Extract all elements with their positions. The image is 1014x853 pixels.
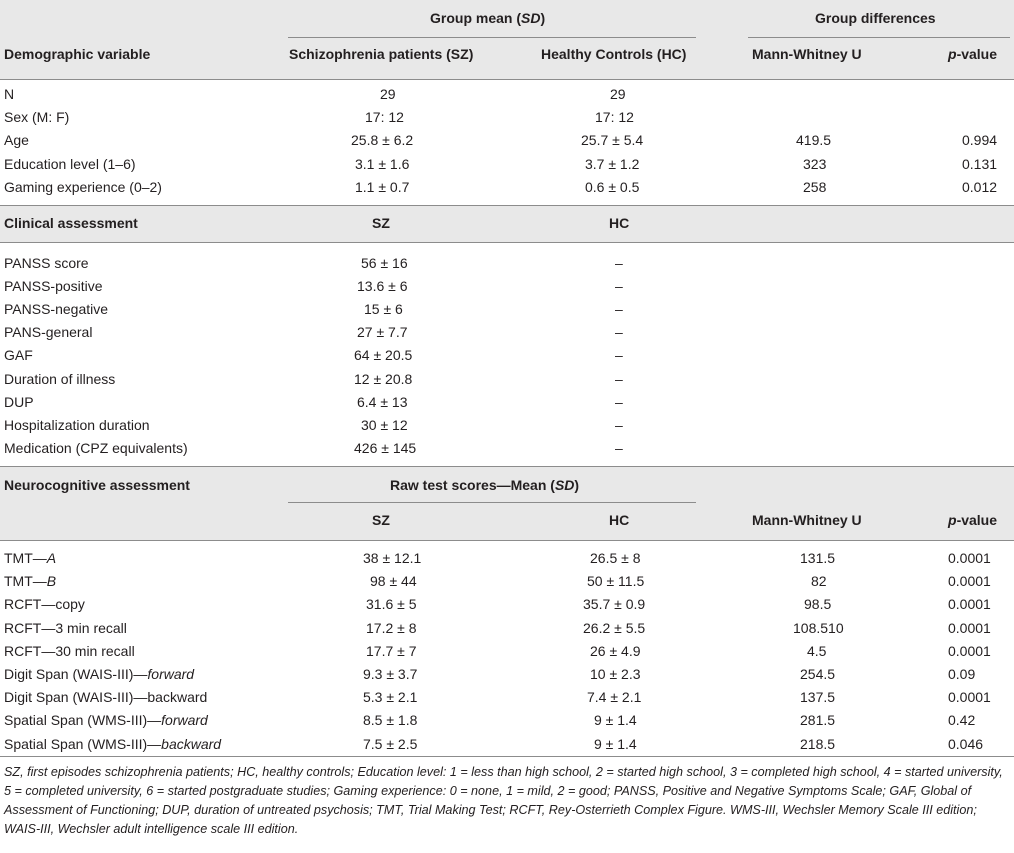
mann-whitney-value: 323 [803, 155, 827, 172]
row-label-plain: RCFT—copy [4, 596, 85, 613]
hc-value: 29 [610, 86, 626, 102]
table-row [0, 252, 1014, 275]
row-label [4, 573, 56, 590]
sz-value: 5.3 ± 2.1 [363, 689, 418, 706]
row-label: Hospitalization duration [4, 416, 150, 433]
hc-value: – [615, 439, 623, 456]
sz-value: 25.8 ± 6.2 [351, 132, 414, 149]
clinical-header-band [0, 206, 1014, 242]
row-label: DUP [4, 393, 34, 410]
mann-whitney-value: 218.5 [800, 735, 836, 752]
mann-whitney-value: 254.5 [800, 666, 836, 682]
table-row [0, 176, 1014, 199]
mann-whitney-value: 131.5 [800, 550, 836, 566]
table-row [0, 686, 1014, 709]
sz-value: 27 ± 7.7 [357, 324, 408, 341]
hc-value: 17: 12 [595, 109, 634, 126]
mann-whitney-header: Mann-Whitney U [752, 46, 862, 62]
row-label [4, 643, 135, 660]
mann-whitney-value: 108.510 [793, 619, 844, 636]
row-label-plain: RCFT—30 min recall [4, 642, 135, 659]
mann-whitney-value: 281.5 [800, 712, 836, 729]
row-label: Age [4, 132, 29, 149]
p-value: 0.012 [962, 178, 998, 195]
table-row [0, 298, 1014, 321]
table-row [0, 709, 1014, 732]
mann-whitney-value: 137.5 [800, 689, 836, 706]
row-label-plain: Spatial Span (WMS-III)— [4, 712, 162, 729]
table-row [0, 275, 1014, 298]
hc-value: – [615, 370, 623, 387]
demographic-variable-header: Demographic variable [4, 46, 151, 62]
row-label-plain: Spatial Span (WMS-III)— [4, 735, 162, 752]
hc-value: 26.2 ± 5.5 [583, 619, 646, 636]
row-label-italic: B [46, 573, 57, 590]
p-value: 0.0001 [948, 596, 991, 613]
row-label-plain: TMT— [4, 573, 47, 590]
group-mean-underline [288, 37, 696, 38]
row-label [4, 620, 127, 637]
hc-value: 0.6 ± 0.5 [585, 178, 640, 195]
sz-value: 30 ± 12 [361, 416, 408, 433]
table-row [0, 570, 1014, 593]
row-label-plain: RCFT—3 min recall [4, 619, 127, 636]
group-differences-underline [748, 37, 1010, 38]
mann-whitney-value: 82 [811, 573, 827, 590]
table-row [0, 547, 1014, 570]
table-row [0, 153, 1014, 176]
clinical-hc-header: HC [609, 215, 630, 231]
clinical-sz-header: SZ [372, 215, 390, 231]
row-label-plain: Digit Span (WAIS-III)—backward [4, 689, 208, 706]
p-value: 0.994 [962, 132, 998, 149]
group-mean-header: Group mean (SD) [430, 10, 546, 26]
table-row [0, 414, 1014, 437]
mann-whitney-value: 258 [803, 178, 827, 195]
table-bottom-rule [0, 756, 1014, 757]
neuro-hc-header: HC [609, 512, 630, 528]
mann-whitney-value: 419.5 [796, 132, 832, 149]
row-label [4, 689, 207, 706]
hc-value: 25.7 ± 5.4 [581, 132, 644, 149]
table-row [0, 733, 1014, 756]
sz-value: 6.4 ± 13 [357, 393, 408, 410]
sz-value: 426 ± 145 [354, 439, 417, 456]
row-label: Duration of illness [4, 370, 116, 387]
hc-value: 26.5 ± 8 [590, 550, 641, 566]
hc-value: – [615, 278, 623, 295]
table-row [0, 344, 1014, 367]
hc-value: 9 ± 1.4 [594, 712, 637, 729]
sz-value: 64 ± 20.5 [354, 347, 413, 364]
sz-value: 98 ± 44 [370, 573, 417, 590]
hc-value: – [615, 347, 623, 364]
sz-value: 17: 12 [365, 109, 404, 126]
row-label: PANSS score [4, 255, 89, 271]
row-label-plain: Digit Span (WAIS-III)— [4, 666, 148, 682]
sz-value: 8.5 ± 1.8 [363, 712, 418, 729]
raw-scores-header: Raw test scores—Mean (SD) [390, 477, 580, 493]
neuro-mann-whitney-header: Mann-Whitney U [752, 512, 862, 528]
row-label: Gaming experience (0–2) [4, 178, 162, 195]
row-label [4, 666, 194, 683]
mann-whitney-value: 4.5 [807, 642, 827, 659]
table-row [0, 617, 1014, 640]
sz-value: 9.3 ± 3.7 [363, 666, 418, 682]
sz-value: 13.6 ± 6 [357, 278, 408, 295]
row-label: Medication (CPZ equivalents) [4, 439, 188, 456]
sz-value: 15 ± 6 [364, 301, 403, 318]
sz-value: 38 ± 12.1 [363, 550, 422, 566]
hc-value: – [615, 393, 623, 410]
row-label: Education level (1–6) [4, 155, 136, 172]
table-row [0, 663, 1014, 686]
sz-value: 31.6 ± 5 [366, 596, 417, 613]
raw-scores-underline [288, 502, 696, 503]
row-label-italic: forward [147, 666, 195, 682]
hc-value: 7.4 ± 2.1 [587, 689, 642, 706]
hc-value: 26 ± 4.9 [590, 642, 641, 659]
neuro-assessment-header: Neurocognitive assessment [4, 477, 190, 493]
table-row [0, 106, 1014, 129]
sz-value: 12 ± 20.8 [354, 370, 413, 387]
table-row [0, 391, 1014, 414]
p-value: 0.0001 [948, 550, 991, 566]
row-label-italic: forward [161, 712, 208, 729]
hc-value: – [615, 301, 623, 318]
row-label: PANS-general [4, 324, 93, 341]
neuro-p-value-header: p-value [948, 512, 998, 528]
sz-value: 7.5 ± 2.5 [363, 735, 418, 752]
row-label [4, 736, 221, 753]
neuro-sz-header: SZ [372, 512, 390, 528]
hc-value: 35.7 ± 0.9 [583, 596, 646, 613]
table-row [0, 129, 1014, 152]
header-rule [0, 79, 1014, 80]
hc-value: – [615, 324, 623, 341]
p-value: 0.09 [948, 666, 976, 682]
table-row [0, 640, 1014, 663]
sz-value: 1.1 ± 0.7 [355, 178, 410, 195]
p-value: 0.0001 [948, 619, 991, 636]
neuro-rule-bottom [0, 540, 1014, 541]
sz-column-header: Schizophrenia patients (SZ) [289, 46, 474, 62]
row-label-italic: A [46, 550, 57, 566]
table-row [0, 83, 1014, 106]
clinical-assessment-header: Clinical assessment [4, 215, 138, 231]
hc-value: 3.7 ± 1.2 [585, 155, 640, 172]
row-label [4, 550, 56, 567]
sz-value: 17.7 ± 7 [366, 642, 417, 659]
hc-value: – [615, 255, 623, 271]
sz-value: 3.1 ± 1.6 [355, 155, 410, 172]
table-row [0, 368, 1014, 391]
row-label-italic: backward [161, 735, 222, 752]
clinical-rule-bottom [0, 242, 1014, 243]
row-label [4, 596, 85, 613]
table-row [0, 593, 1014, 616]
row-label: N [4, 86, 15, 102]
row-label: Sex (M: F) [4, 109, 70, 126]
hc-value: 50 ± 11.5 [587, 573, 645, 590]
sz-value: 29 [380, 86, 396, 102]
mann-whitney-value: 98.5 [804, 596, 832, 613]
p-value: 0.0001 [948, 689, 991, 706]
p-value: 0.0001 [948, 642, 991, 659]
p-value: 0.0001 [948, 573, 991, 590]
table-footnote: SZ, first episodes schizophrenia patients; HC, healthy controls; Education level: 1 = less than high school, 2 = started high school, 3 = completed high school, 4 = started university, 5 = completed university, 6 = started postgraduate studies; Gaming experience: 0 = none, 1 = mild, 2 = good; PANSS, Positive and Negative Symptoms Scale; GAF, Global of Assessment of Functioning; DUP, duration of untreated psychosis; TMT, Trial Making Test; RCFT, Rey-Osterrieth Complex Figure. WMS-III, Wechsler Memory Scale III edition; WAIS-III, Wechsler adult intelligence scale III edition. [4, 765, 1003, 836]
hc-column-header: Healthy Controls (HC) [541, 46, 687, 62]
sz-value: 17.2 ± 8 [366, 619, 417, 636]
row-label [4, 712, 208, 729]
hc-value: – [615, 416, 623, 433]
group-differences-header: Group differences [815, 10, 936, 26]
p-value-header: p-value [948, 46, 998, 62]
row-label: GAF [4, 347, 33, 364]
row-label-plain: TMT— [4, 550, 47, 566]
hc-value: 9 ± 1.4 [594, 735, 637, 752]
table-row [0, 321, 1014, 344]
hc-value: 10 ± 2.3 [590, 666, 641, 682]
p-value: 0.42 [948, 712, 976, 729]
sz-value: 56 ± 16 [361, 255, 408, 271]
p-value: 0.131 [962, 155, 998, 172]
table-row [0, 437, 1014, 460]
row-label: PANSS-negative [4, 301, 109, 318]
row-label: PANSS-positive [4, 278, 103, 295]
p-value: 0.046 [948, 735, 984, 752]
